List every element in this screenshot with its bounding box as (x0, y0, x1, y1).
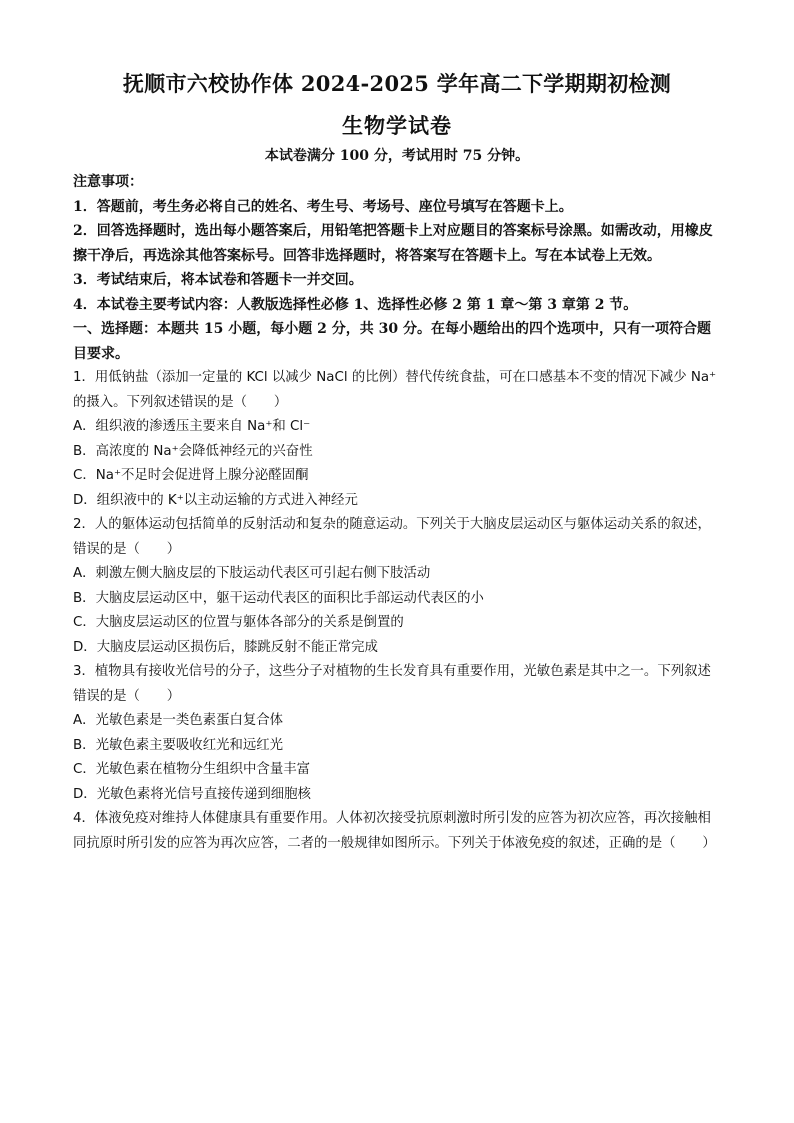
exam-title: 抚顺市六校协作体 2024-2025 学年高二下学期期初检测 (122, 71, 672, 96)
note-item: 1．答题前，考生务必将自己的姓名、考生号、考场号、座位号填写在答题卡上。 (73, 198, 573, 215)
exam-subtitle: 生物学试卷 (342, 113, 452, 138)
question-option: A．光敏色素是一类色素蛋白复合体 (73, 713, 284, 728)
question-option: C．光敏色素在植物分生组织中含量丰富 (73, 762, 310, 777)
notes-heading: 注意事项： (73, 174, 143, 190)
question-option: B．大脑皮层运动区中，躯干运动代表区的面积比手部运动代表区的小 (73, 590, 484, 606)
question-option: C．大脑皮层运动区的位置与躯体各部分的关系是倒置的 (73, 615, 404, 630)
note-item: 3．考试结束后，将本试卷和答题卡一并交回。 (73, 272, 363, 288)
question-option: D．组织液中的 K⁺以主动运输的方式进入神经元 (73, 492, 358, 508)
question-option: D．光敏色素将光信号直接传递到细胞核 (73, 786, 311, 802)
question-stem: 1．用低钠盐（添加一定量的 KCl 以减少 NaCl 的比例）替代传统食盐，可在口感基本不变的情况下减少 Na⁺的摄入。下列叙述错误的是（ ） (73, 370, 717, 410)
section-heading: 一、选择题：本题共 15 小题，每小题 2 分，共 30 分。在每小题给出的四个选项中，只有一项符合题目要求。 (73, 321, 711, 362)
note-item: 2．回答选择题时，选出每小题答案后，用铅笔把答题卡上对应题目的答案标号涂黑。如需改动，用橡皮擦干净后，再选涂其他答案标号。回答非选择题时，将答案写在答题卡上。写在本试卷上无效。 (73, 223, 713, 264)
question-stem: 3．植物具有接收光信号的分子，这些分子对植物的生长发育具有重要作用，光敏色素是其中之一。下列叙述错误的是（ ） (73, 664, 711, 704)
exam-meta: 本试卷满分 100 分，考试用时 75 分钟。 (264, 148, 530, 164)
question-option: B．光敏色素主要吸收红光和远红光 (73, 737, 284, 753)
question-option: D．大脑皮层运动区损伤后，膝跳反射不能正常完成 (73, 639, 378, 655)
question-option: A．刺激左侧大脑皮层的下肢运动代表区可引起右侧下肢活动 (73, 566, 431, 581)
question-stem: 2．人的躯体运动包括简单的反射活动和复杂的随意运动。下列关于大脑皮层运动区与躯体运动关系的叙述，错误的是（ ） (73, 517, 711, 557)
question-option: B．高浓度的 Na⁺会降低神经元的兴奋性 (73, 443, 313, 459)
question-stem: 4．体液免疫对维持人体健康具有重要作用。人体初次接受抗原刺激时所引发的应答为初次应答，再次接触相同抗原时所引发的应答为再次应答，二者的一般规律如图所示。下列关于体液免疫的叙述，正确的是（ ） (73, 811, 716, 851)
note-item: 4．本试卷主要考试内容：人教版选择性必修 1、选择性必修 2 第 1 章～第 3 章第 2 节。 (73, 296, 638, 313)
question-option: A．组织液的渗透压主要来自 Na⁺和 Cl⁻ (73, 419, 311, 434)
question-option: C．Na⁺不足时会促进肾上腺分泌醛固酮 (73, 468, 309, 483)
exam-content (73, 170, 723, 856)
